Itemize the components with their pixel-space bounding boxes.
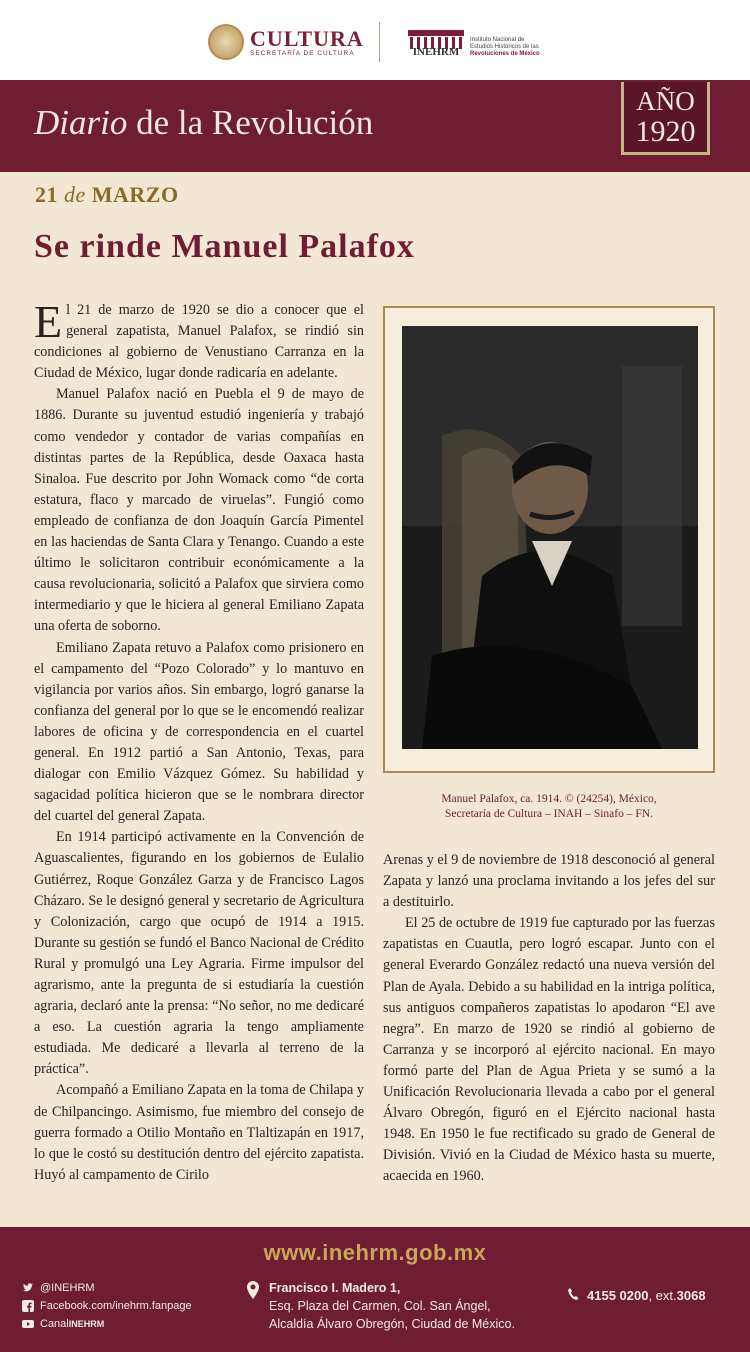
twitter-icon	[22, 1282, 34, 1294]
cultura-subtitle: SECRETARÍA DE CULTURA	[250, 49, 355, 57]
address-street: Francisco I. Madero 1,	[269, 1281, 401, 1295]
address-line-3: Alcaldía Álvaro Obregón, Ciudad de México.	[269, 1317, 515, 1331]
social-links	[22, 1279, 192, 1333]
paragraph-5: Acompañó a Emiliano Zapata en la toma de Chilapa y de Chilpancingo. Asimismo, fue miembro del consejo de guerra formado a Otilio Montaño en Tlaltizapán en 1917, lo que le costó su destitución dentro del ejército zapatista. Huyó al campamento de Cirilo	[34, 1082, 364, 1183]
paragraph-6: Arenas y el 9 de noviembre de 1918 desconoció al general Zapata y lanzó una proclama invitando a los jefes del sur a destituirlo.	[383, 852, 715, 911]
inehrm-fullname: Instituto Nacional de Estudios Históricos de las Revoluciones de México	[470, 37, 540, 57]
series-title: Diario de la Revolución	[34, 103, 374, 142]
twitter-link[interactable]: @INEHRM	[22, 1279, 192, 1297]
address-line-2: Esq. Plaza del Carmen, Col. San Ángel,	[269, 1299, 491, 1313]
year-label: AÑO	[636, 86, 695, 116]
paragraph-7: El 25 de octubre de 1919 fue capturado por las fuerzas zapatistas en Cuautla, pero logró escapar. Junto con el general Everardo González redactó una nueva versión del Plan de Ayala. Debido a su habilidad en la intriga política, sus antiguos compañeros zapatistas lo apodaron “El ave negra”. En marzo de 1920 se rindió al gobierno de Carranza y se incorporó al ejército nacional. En mayo formó parte del Plan de Agua Prieta y se sumó a la Unificación Revolucionaria llevada a cabo por el general Álvaro Obregón, figuró en el Ejército nacional hasta 1948. En 1950 le fue rectificado su grado de General de División. Vivió en la Ciudad de México hasta su muerte, acaecida en 1960.	[383, 915, 715, 1185]
article-date: 21 de MARZO	[35, 182, 179, 207]
youtube-icon	[22, 1318, 34, 1330]
inehrm-logo[interactable]	[406, 28, 540, 58]
article-title: Se rinde Manuel Palafox	[34, 228, 415, 265]
paragraph-1: El 21 de marzo de 1920 se dio a conocer que el general zapatista, Manuel Palafox, se rindió sin condiciones al gobierno de Venustiano Carranza en la Ciudad de México, lugar donde radicaría en adelante.	[34, 296, 364, 382]
paragraph-3: Emiliano Zapata retuvo a Palafox como prisionero en el campamento del “Pozo Colorado” y lo mantuvo en vigilancia por varios años. Sin embargo, logró ganarse la confianza del general por lo que se le encomendó realizar labores de oficina y de correspondencia en el cuartel general. En 1912 partió a San Antonio, Texas, para dialogar con Emilio Vázquez Gómez. Su habilidad y sagacidad política hicieron que se le nombrara director del cuartel del general Zapata.	[34, 639, 364, 825]
phone-icon	[567, 1287, 579, 1304]
facebook-icon	[22, 1300, 34, 1312]
website-link[interactable]: www.inehrm.gob.mx	[263, 1240, 487, 1265]
year-badge	[621, 82, 710, 155]
cultura-title: CULTURA	[250, 25, 364, 51]
location-pin-icon	[247, 1281, 259, 1299]
address-block	[247, 1279, 515, 1333]
inehrm-building-icon	[406, 28, 466, 58]
mexico-seal-icon	[208, 24, 244, 60]
article-right-column	[383, 850, 715, 1188]
cultura-logo[interactable]	[208, 24, 364, 60]
youtube-link[interactable]: Canal INEHRM	[22, 1315, 192, 1333]
paragraph-4: En 1914 participó activamente en la Convención de Aguascalientes, figurando en los gobiernos de Eulalio Gutiérrez, Roque González Garza y de Francisco Lagos Cházaro. Se le designó general y secretario de Agricultura y Colonización, cargo que ocupó de 1914 a 1915. Durante su gestión se fundó el Banco Nacional de Crédito Rural y promulgó una Ley Agraria. Firme impulsor del agrarismo, ante la pregunta de si estudiaría la cuestión agraria, declaró ante la prensa: “No señor, no me dedicaré a eso. La cuestión agraria la tengo ampliamente estudiada. Me dedicaré a llevarla al terreno de la práctica”.	[34, 829, 364, 1078]
logo-divider	[379, 22, 380, 62]
photo-caption: Manuel Palafox, ca. 1914. © (24254), México, Secretaría de Cultura – INAH – Sinafo – FN.	[441, 793, 657, 820]
inehrm-name: INEHRM	[412, 46, 460, 58]
top-bar	[0, 0, 750, 80]
facebook-link[interactable]: Facebook.com/inehrm.fanpage	[22, 1297, 192, 1315]
paragraph-2: Manuel Palafox nació en Puebla el 9 de mayo de 1886. Durante su juventud estudió ingeniería y trabajó como vendedor y contador de varias compañías en distintas partes de la República, desde Oaxaca hasta Sinaloa. Fue descrito por John Womack como “de corta estatura, flaco y marcado de viruelas”. Fungió como empleado de confianza de don Joaquín García Pimentel en las haciendas de Santa Clara y Tenango. Cuando a este último le solicitaron contribuir económicamente a la causa revolucionaria, solicitó a Palafox que sirviera como intermediario y que le hiciera al general Emiliano Zapata una oferta de soborno.	[34, 386, 364, 635]
year-value: 1920	[635, 115, 696, 148]
phone-contact[interactable]: 4155 0200 , ext. 3068	[567, 1287, 706, 1304]
dropcap: E	[34, 296, 63, 347]
article-left-column	[34, 296, 364, 1186]
portrait-illustration	[402, 326, 698, 749]
palafox-portrait[interactable]	[402, 326, 698, 749]
